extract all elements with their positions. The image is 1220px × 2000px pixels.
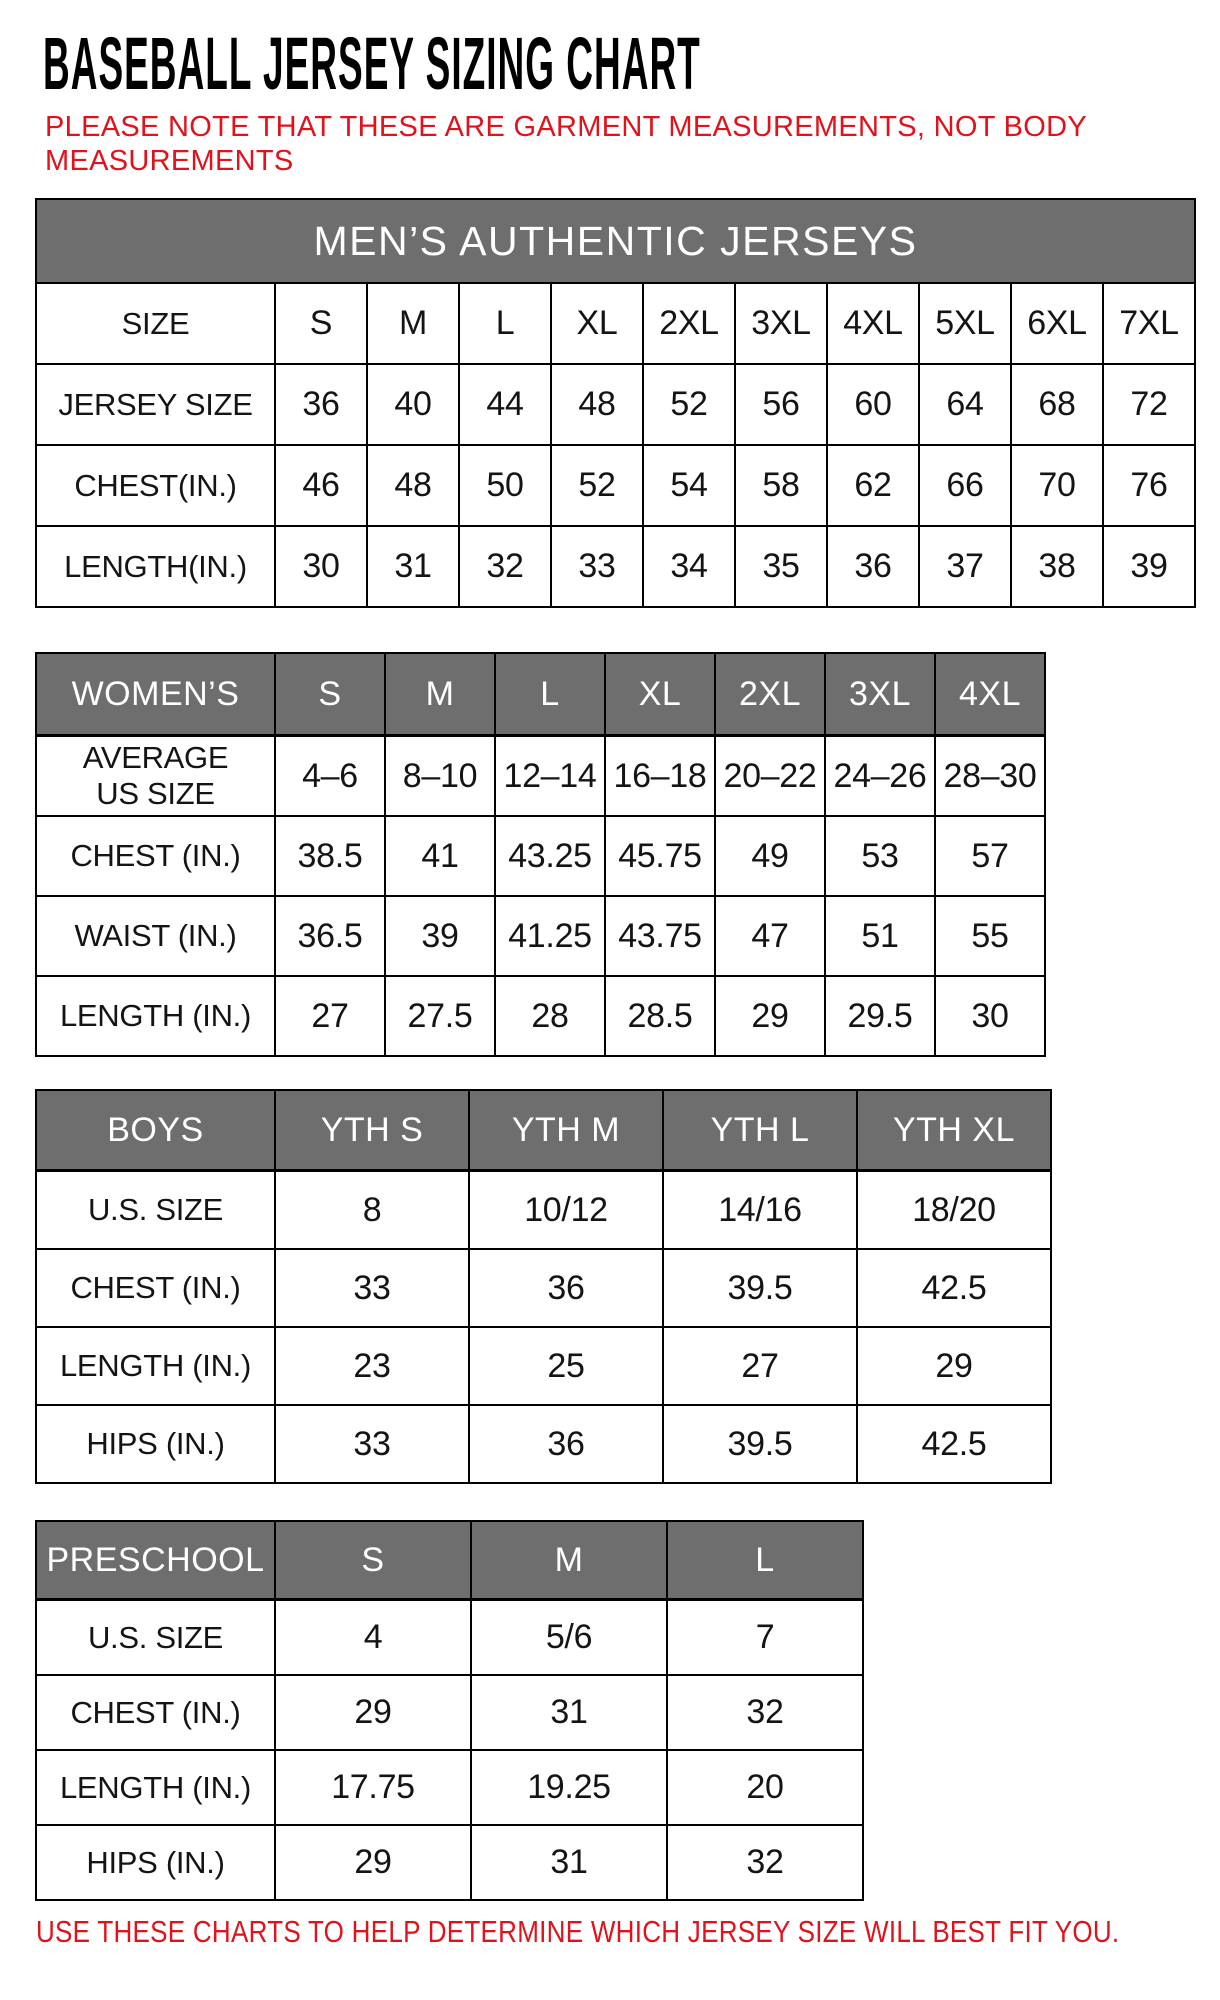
size-col-header: XL (605, 653, 715, 736)
mens-table-title: MEN’S AUTHENTIC JERSEYS (36, 199, 1195, 283)
value-cell: 29 (715, 976, 825, 1056)
value-cell: 7 (667, 1600, 863, 1676)
value-cell: 43.75 (605, 896, 715, 976)
size-col-header: YTH XL (857, 1090, 1051, 1171)
value-cell: 28.5 (605, 976, 715, 1056)
value-cell: 4–6 (275, 736, 385, 817)
table-row (36, 1171, 1051, 1250)
value-cell: 14/16 (663, 1171, 857, 1250)
value-cell: 30 (935, 976, 1045, 1056)
garment-note-line2: MEASUREMENTS (45, 145, 294, 177)
value-cell: 33 (551, 526, 643, 607)
table-row (36, 1327, 1051, 1405)
value-cell: 33 (275, 1405, 469, 1483)
table-row (36, 1600, 863, 1676)
row-label: JERSEY SIZE (36, 364, 275, 445)
boys-table-title: BOYS (36, 1090, 275, 1171)
value-cell: 57 (935, 816, 1045, 896)
value-cell: 35 (735, 526, 827, 607)
table-row (36, 526, 1195, 607)
value-cell: 23 (275, 1327, 469, 1405)
preschool-header-row (36, 1521, 863, 1600)
mens-sizing-table (35, 198, 1196, 608)
boys-sizing-table (35, 1089, 1052, 1484)
row-label: HIPS (IN.) (36, 1405, 275, 1483)
size-col-header: S (275, 283, 367, 364)
size-col-header: 4XL (935, 653, 1045, 736)
row-label: LENGTH (IN.) (36, 976, 275, 1056)
value-cell: 50 (459, 445, 551, 526)
row-label: U.S. SIZE (36, 1171, 275, 1250)
size-col-header: M (385, 653, 495, 736)
value-cell: 31 (471, 1825, 667, 1900)
value-cell: 66 (919, 445, 1011, 526)
table-row (36, 364, 1195, 445)
footer-note (36, 1914, 1220, 1950)
value-cell: 30 (275, 526, 367, 607)
row-label: AVERAGE US SIZE (36, 736, 275, 817)
value-cell: 39.5 (663, 1249, 857, 1327)
value-cell: 36 (469, 1249, 663, 1327)
value-cell: 27 (275, 976, 385, 1056)
value-cell: 38 (1011, 526, 1103, 607)
page-title (43, 22, 1220, 105)
size-col-header: XL (551, 283, 643, 364)
value-cell: 46 (275, 445, 367, 526)
value-cell: 4 (275, 1600, 471, 1676)
value-cell: 70 (1011, 445, 1103, 526)
value-cell: 41 (385, 816, 495, 896)
table-row (36, 1825, 863, 1900)
womens-header-row (36, 653, 1045, 736)
value-cell: 47 (715, 896, 825, 976)
value-cell: 12–14 (495, 736, 605, 817)
row-label: LENGTH (IN.) (36, 1750, 275, 1825)
size-col-header: YTH L (663, 1090, 857, 1171)
row-label: SIZE (36, 283, 275, 364)
value-cell: 39 (1103, 526, 1195, 607)
value-cell: 53 (825, 816, 935, 896)
row-label: CHEST(IN.) (36, 445, 275, 526)
value-cell: 42.5 (857, 1405, 1051, 1483)
table-row (36, 896, 1045, 976)
value-cell: 64 (919, 364, 1011, 445)
value-cell: 48 (367, 445, 459, 526)
preschool-table-title: PRESCHOOL (36, 1521, 275, 1600)
value-cell: 29 (275, 1825, 471, 1900)
size-col-header: 2XL (715, 653, 825, 736)
size-col-header: L (495, 653, 605, 736)
footer-note-text: USE THESE CHARTS TO HELP DETERMINE WHICH JERSEY SIZE WILL BEST FIT YOU. (36, 1914, 1120, 1949)
row-label: CHEST (IN.) (36, 816, 275, 896)
value-cell: 36 (275, 364, 367, 445)
row-label: WAIST (IN.) (36, 896, 275, 976)
size-col-header: 6XL (1011, 283, 1103, 364)
value-cell: 56 (735, 364, 827, 445)
row-label: CHEST (IN.) (36, 1675, 275, 1750)
sizing-chart-page (0, 22, 1220, 1950)
value-cell: 39 (385, 896, 495, 976)
value-cell: 32 (459, 526, 551, 607)
size-col-header: 2XL (643, 283, 735, 364)
table-row (36, 1405, 1051, 1483)
value-cell: 52 (551, 445, 643, 526)
value-cell: 48 (551, 364, 643, 445)
value-cell: 36 (827, 526, 919, 607)
value-cell: 39.5 (663, 1405, 857, 1483)
value-cell: 19.25 (471, 1750, 667, 1825)
value-cell: 42.5 (857, 1249, 1051, 1327)
value-cell: 76 (1103, 445, 1195, 526)
table-row (36, 1750, 863, 1825)
value-cell: 24–26 (825, 736, 935, 817)
value-cell: 27 (663, 1327, 857, 1405)
value-cell: 31 (367, 526, 459, 607)
value-cell: 60 (827, 364, 919, 445)
value-cell: 58 (735, 445, 827, 526)
value-cell: 20 (667, 1750, 863, 1825)
value-cell: 8–10 (385, 736, 495, 817)
womens-sizing-table (35, 652, 1046, 1057)
value-cell: 54 (643, 445, 735, 526)
value-cell: 33 (275, 1249, 469, 1327)
garment-note (45, 110, 1220, 178)
value-cell: 18/20 (857, 1171, 1051, 1250)
size-col-header: L (459, 283, 551, 364)
value-cell: 62 (827, 445, 919, 526)
value-cell: 16–18 (605, 736, 715, 817)
garment-note-line1: PLEASE NOTE THAT THESE ARE GARMENT MEASUREMENTS, NOT BODY (45, 111, 1087, 143)
value-cell: 52 (643, 364, 735, 445)
value-cell: 55 (935, 896, 1045, 976)
value-cell: 29.5 (825, 976, 935, 1056)
table-row (36, 736, 1045, 817)
boys-header-row (36, 1090, 1051, 1171)
table-row (36, 445, 1195, 526)
value-cell: 36.5 (275, 896, 385, 976)
value-cell: 32 (667, 1825, 863, 1900)
table-row (36, 283, 1195, 364)
size-col-header: YTH M (469, 1090, 663, 1171)
value-cell: 36 (469, 1405, 663, 1483)
value-cell: 34 (643, 526, 735, 607)
value-cell: 43.25 (495, 816, 605, 896)
size-col-header: S (275, 1521, 471, 1600)
preschool-sizing-table (35, 1520, 864, 1901)
row-label: U.S. SIZE (36, 1600, 275, 1676)
size-col-header: 5XL (919, 283, 1011, 364)
row-label: HIPS (IN.) (36, 1825, 275, 1900)
value-cell: 68 (1011, 364, 1103, 445)
size-col-header: M (367, 283, 459, 364)
size-col-header: YTH S (275, 1090, 469, 1171)
value-cell: 27.5 (385, 976, 495, 1056)
value-cell: 17.75 (275, 1750, 471, 1825)
value-cell: 28–30 (935, 736, 1045, 817)
value-cell: 25 (469, 1327, 663, 1405)
row-label: LENGTH (IN.) (36, 1327, 275, 1405)
value-cell: 5/6 (471, 1600, 667, 1676)
size-col-header: 4XL (827, 283, 919, 364)
page-title-text: BASEBALL JERSEY SIZING CHART (43, 22, 701, 105)
size-col-header: 3XL (825, 653, 935, 736)
value-cell: 41.25 (495, 896, 605, 976)
value-cell: 31 (471, 1675, 667, 1750)
mens-table-title-row (36, 199, 1195, 283)
value-cell: 45.75 (605, 816, 715, 896)
value-cell: 37 (919, 526, 1011, 607)
table-row (36, 816, 1045, 896)
value-cell: 40 (367, 364, 459, 445)
value-cell: 38.5 (275, 816, 385, 896)
table-row (36, 976, 1045, 1056)
value-cell: 49 (715, 816, 825, 896)
size-col-header: M (471, 1521, 667, 1600)
value-cell: 51 (825, 896, 935, 976)
row-label: LENGTH(IN.) (36, 526, 275, 607)
value-cell: 29 (857, 1327, 1051, 1405)
size-col-header: 3XL (735, 283, 827, 364)
value-cell: 8 (275, 1171, 469, 1250)
value-cell: 32 (667, 1675, 863, 1750)
value-cell: 28 (495, 976, 605, 1056)
value-cell: 10/12 (469, 1171, 663, 1250)
value-cell: 29 (275, 1675, 471, 1750)
row-label: CHEST (IN.) (36, 1249, 275, 1327)
size-col-header: S (275, 653, 385, 736)
size-col-header: 7XL (1103, 283, 1195, 364)
value-cell: 72 (1103, 364, 1195, 445)
value-cell: 20–22 (715, 736, 825, 817)
table-row (36, 1249, 1051, 1327)
womens-table-title: WOMEN’S (36, 653, 275, 736)
table-row (36, 1675, 863, 1750)
size-col-header: L (667, 1521, 863, 1600)
value-cell: 44 (459, 364, 551, 445)
